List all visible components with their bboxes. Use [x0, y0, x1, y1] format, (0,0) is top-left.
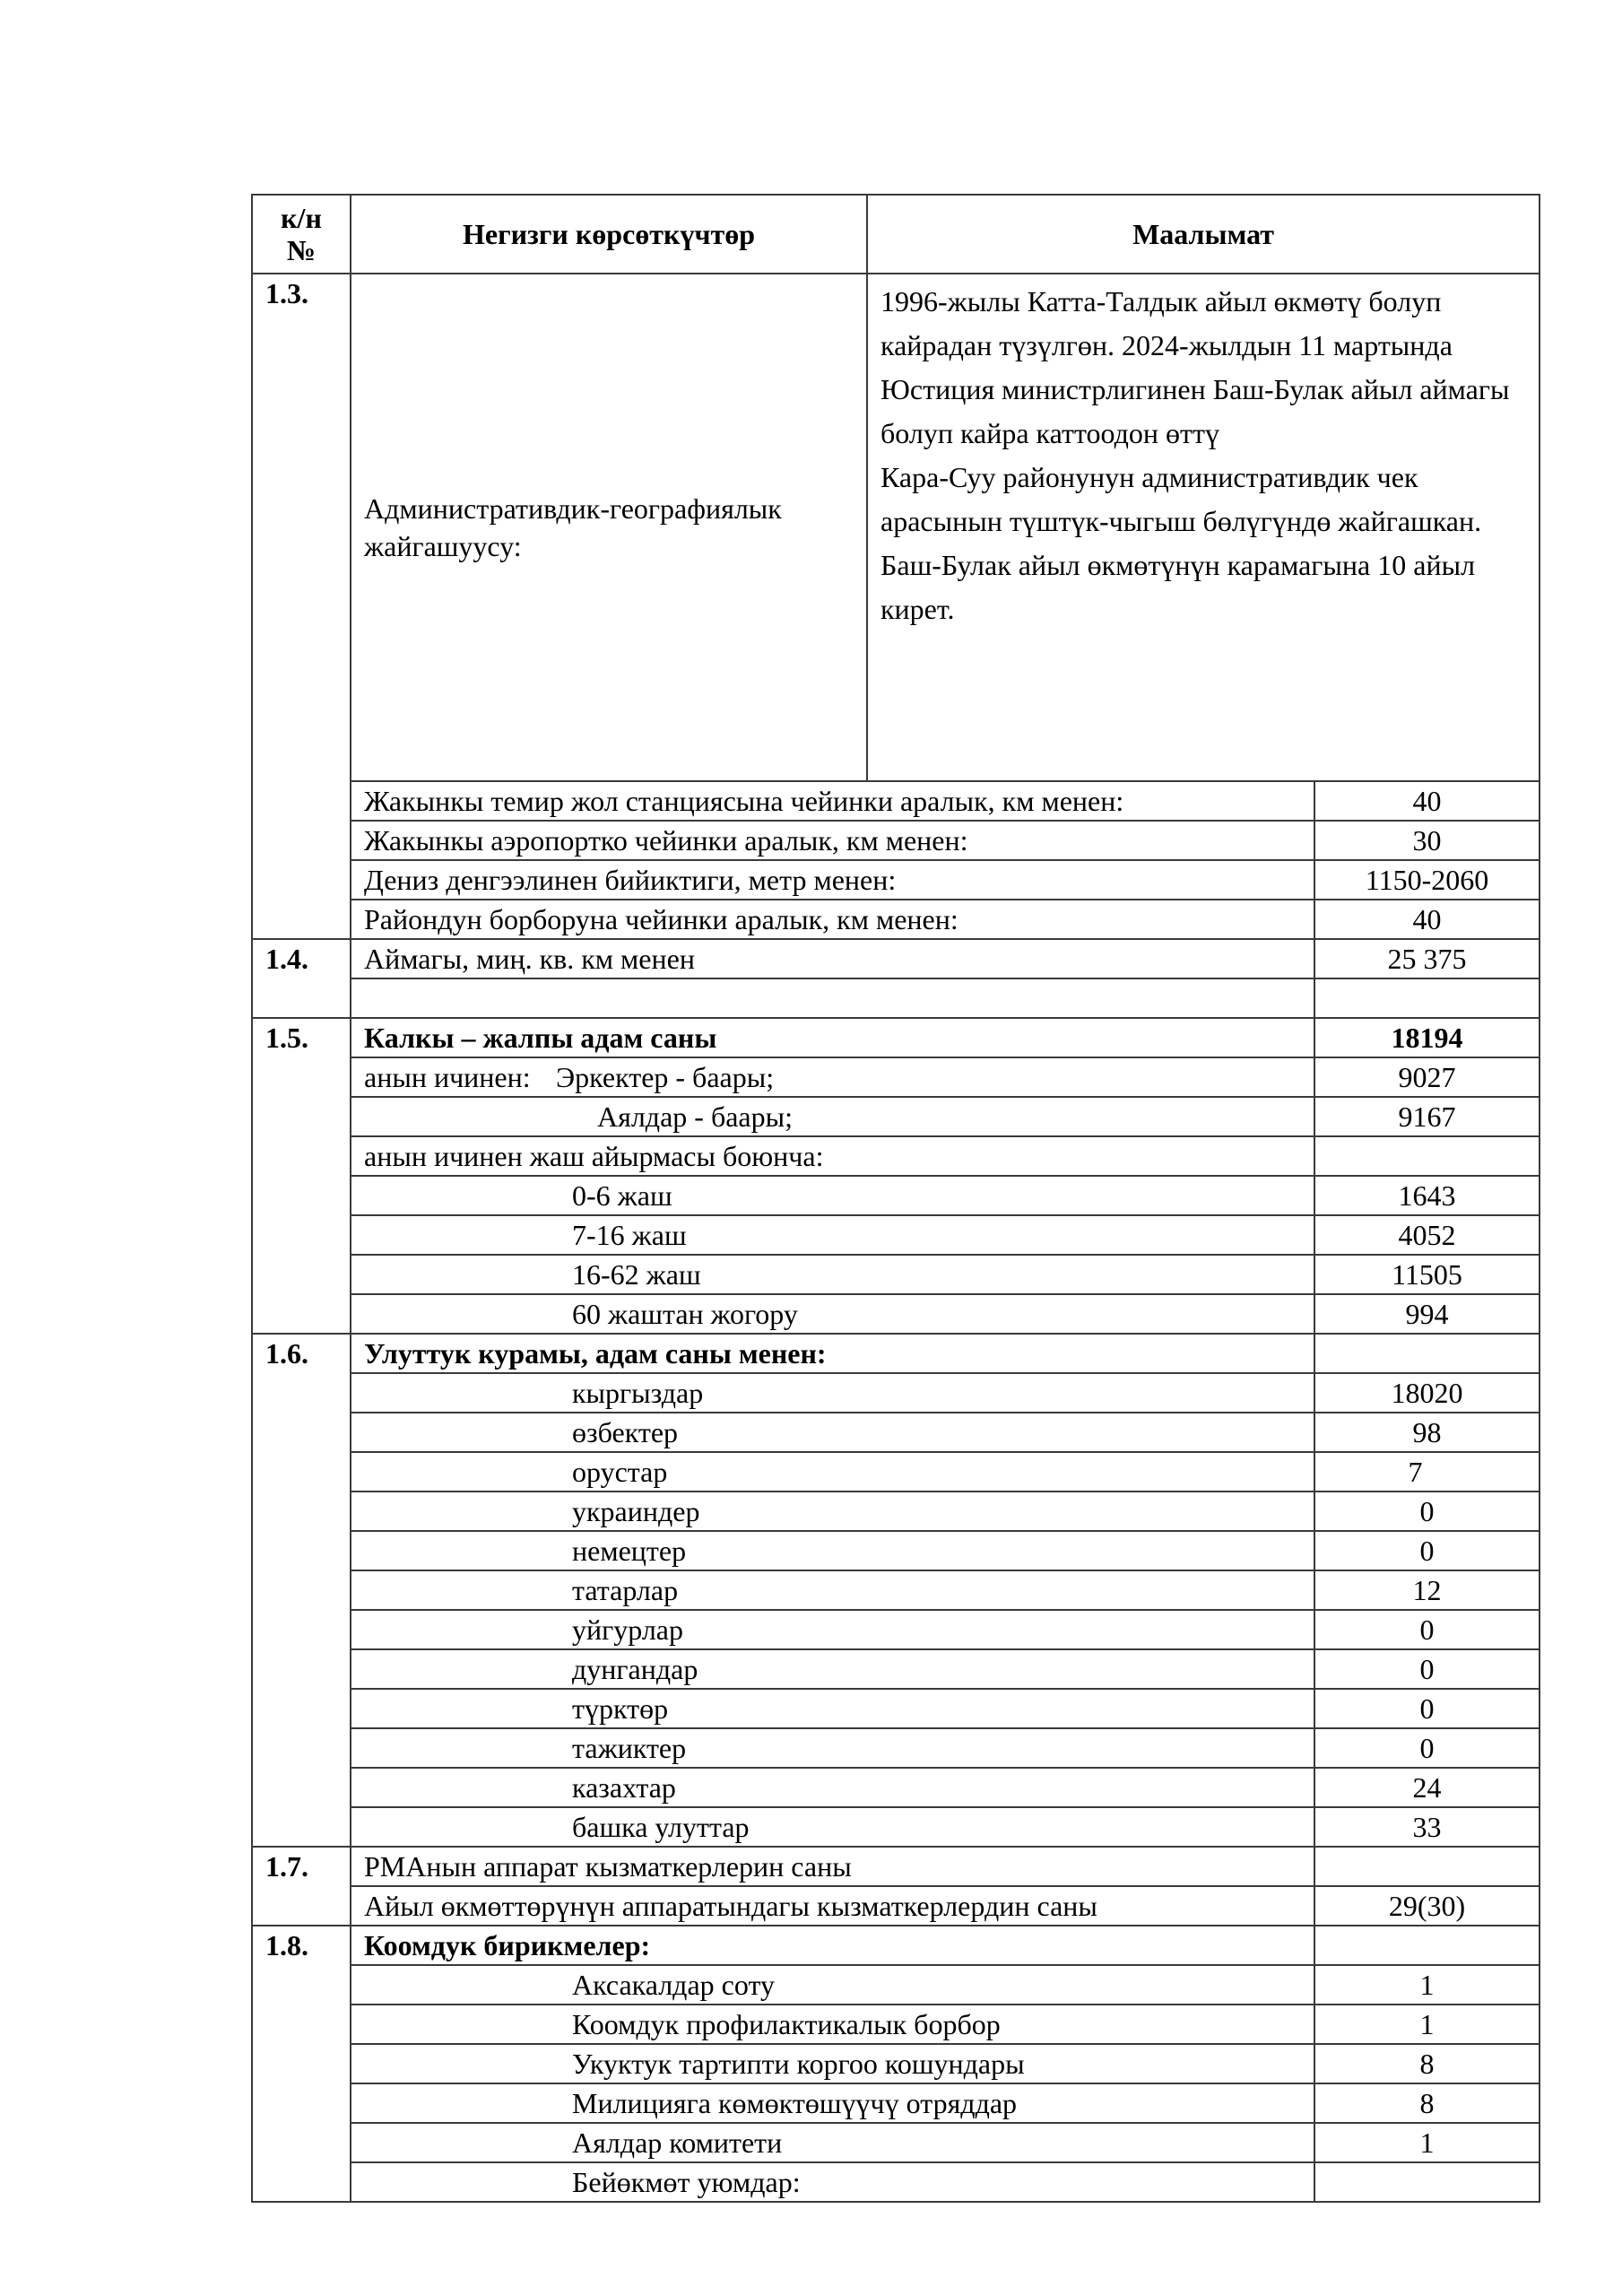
- row-label: башка улуттар: [351, 1807, 1314, 1847]
- of-which-label: анын ичинен:: [364, 1061, 531, 1093]
- empty-cell: [1314, 1136, 1540, 1176]
- empty-cell: [1314, 1334, 1540, 1373]
- table-row: [252, 860, 1540, 900]
- table-row: [252, 1847, 1540, 1886]
- row-label: казахтар: [351, 1768, 1314, 1807]
- men-label: Эркектер - баары;: [556, 1061, 775, 1093]
- row-label: Аялдар комитети: [351, 2123, 1314, 2162]
- row-value: [1314, 2162, 1540, 2202]
- section-number: 1.4.: [252, 939, 351, 1018]
- row-label: Жакынкы темир жол станциясына чейинки аралык, км менен:: [351, 781, 1314, 821]
- empty-cell: [1314, 1926, 1540, 1965]
- info-paragraph: Кара-Суу районунун административдик чек арасынын түштүк-чыгыш бөлүгүндө жайгашкан. Баш-Булак айыл өкмөтүнүн карамагына 10 айыл кирет.: [880, 461, 1482, 625]
- row-label: Аялдар - баары;: [351, 1097, 1314, 1136]
- row-label: Айыл өкмөттөрүнүн аппаратындагы кызматкерлердин саны: [351, 1886, 1314, 1926]
- info-paragraph: 1996-жылы Катта-Талдык айыл өкмөтү болуп кайрадан түзүлгөн. 2024-жылдын 11 мартында Юстиция министрлигинен Баш-Булак айыл аймагы болуп кайра каттоодон өттү: [880, 285, 1510, 449]
- row-value: 8: [1314, 2044, 1540, 2083]
- table-row: [252, 2123, 1540, 2162]
- row-label: дунгандар: [351, 1649, 1314, 1689]
- table-row: [252, 1728, 1540, 1768]
- section-number: 1.5.: [252, 1018, 351, 1334]
- row-info: [867, 274, 1540, 781]
- table-row: [252, 1097, 1540, 1136]
- section-number: 1.3.: [252, 274, 351, 939]
- row-value: 24: [1314, 1768, 1540, 1807]
- row-value: 25 375: [1314, 939, 1540, 978]
- header-number: [252, 195, 351, 274]
- row-value: 0: [1314, 1728, 1540, 1768]
- row-label: түрктөр: [351, 1689, 1314, 1728]
- row-value: 9167: [1314, 1097, 1540, 1136]
- data-table: [251, 194, 1540, 2203]
- section-number: 1.6.: [252, 1334, 351, 1847]
- empty-cell: [1314, 978, 1540, 1018]
- row-value: 0: [1314, 1689, 1540, 1728]
- row-value: 40: [1314, 781, 1540, 821]
- row-label: тажиктер: [351, 1728, 1314, 1768]
- row-value: 994: [1314, 1294, 1540, 1334]
- row-label: уйгурлар: [351, 1610, 1314, 1649]
- row-label: өзбектер: [351, 1413, 1314, 1452]
- table-header: [252, 195, 1540, 274]
- row-value: 4052: [1314, 1215, 1540, 1255]
- row-label: РМАнын аппарат кызматкерлерин саны: [351, 1847, 1314, 1886]
- row-value: 30: [1314, 821, 1540, 860]
- row-label: Дениз денгээлинен бийиктиги, метр менен:: [351, 860, 1314, 900]
- row-value: 29(30): [1314, 1886, 1540, 1926]
- table-row: [252, 1689, 1540, 1728]
- row-label: Жакынкы аэропортко чейинки аралык, км менен:: [351, 821, 1314, 860]
- row-value: 0: [1314, 1610, 1540, 1649]
- header-number-line2: №: [286, 234, 317, 266]
- table-row: [252, 1649, 1540, 1689]
- row-label: немецтер: [351, 1531, 1314, 1570]
- table-row: [252, 2083, 1540, 2123]
- row-value: 11505: [1314, 1255, 1540, 1294]
- section-number: 1.7.: [252, 1847, 351, 1926]
- row-label: Райондун борборуна чейинки аралык, км менен:: [351, 900, 1314, 939]
- table-row: [252, 1926, 1540, 1965]
- row-label: Коомдук бирикмелер:: [351, 1926, 1314, 1965]
- table-row: [252, 2162, 1540, 2202]
- row-value: 0: [1314, 1531, 1540, 1570]
- table-row: [252, 1886, 1540, 1926]
- table-row: [252, 1018, 1540, 1057]
- section-number: 1.8.: [252, 1926, 351, 2202]
- table-row: [252, 1768, 1540, 1807]
- header-info: Маалымат: [867, 195, 1540, 274]
- table-row: [252, 1373, 1540, 1413]
- row-label: 60 жаштан жогору: [351, 1294, 1314, 1334]
- row-value: 0: [1314, 1492, 1540, 1531]
- row-label: Аймагы, миң. кв. км менен: [351, 939, 1314, 978]
- table-row: [252, 900, 1540, 939]
- empty-cell: [351, 978, 1314, 1018]
- row-value: 1: [1314, 2123, 1540, 2162]
- row-label: [351, 1057, 1314, 1097]
- row-label: Административдик-географиялык жайгашуусу:: [351, 274, 867, 781]
- row-value: 0: [1314, 1649, 1540, 1689]
- table-row: [252, 2044, 1540, 2083]
- table-row: [252, 1057, 1540, 1097]
- header-number-line1: к/н: [281, 202, 322, 234]
- row-value: 98: [1314, 1413, 1540, 1452]
- table-row: [252, 1807, 1540, 1847]
- row-value: 18020: [1314, 1373, 1540, 1413]
- header-indicator: Негизги көрсөткүчтөр: [351, 195, 867, 274]
- row-value: 1: [1314, 2005, 1540, 2044]
- row-label: 7-16 жаш: [351, 1215, 1314, 1255]
- row-label: Аксакалдар соту: [351, 1965, 1314, 2005]
- row-value: 7: [1314, 1452, 1540, 1492]
- row-label: орустар: [351, 1452, 1314, 1492]
- row-label: украиндер: [351, 1492, 1314, 1531]
- row-value: 1: [1314, 1965, 1540, 2005]
- table-row: [252, 1334, 1540, 1373]
- row-label: 0-6 жаш: [351, 1176, 1314, 1215]
- table-row: [252, 1570, 1540, 1610]
- row-label: Милицияга көмөктөшүүчү отряддар: [351, 2083, 1314, 2123]
- row-value: 40: [1314, 900, 1540, 939]
- table-row: [252, 1965, 1540, 2005]
- row-label: кыргыздар: [351, 1373, 1314, 1413]
- row-label: Улуттук курамы, адам саны менен:: [351, 1334, 1314, 1373]
- table-row: [252, 1176, 1540, 1215]
- row-label: Калкы – жалпы адам саны: [351, 1018, 1314, 1057]
- row-value: 9027: [1314, 1057, 1540, 1097]
- row-label: Коомдук профилактикалык борбор: [351, 2005, 1314, 2044]
- row-label: 16-62 жаш: [351, 1255, 1314, 1294]
- row-value: 12: [1314, 1570, 1540, 1610]
- table-row: [252, 274, 1540, 781]
- table-row: [252, 2005, 1540, 2044]
- row-value: 8: [1314, 2083, 1540, 2123]
- table-row: [252, 939, 1540, 978]
- table-row: [252, 1452, 1540, 1492]
- row-label: татарлар: [351, 1570, 1314, 1610]
- table-row: [252, 978, 1540, 1018]
- row-value: 18194: [1314, 1018, 1540, 1057]
- table-row: [252, 1255, 1540, 1294]
- row-value: 1150-2060: [1314, 860, 1540, 900]
- table-row: [252, 1136, 1540, 1176]
- table-row: [252, 1215, 1540, 1255]
- table-row: [252, 1413, 1540, 1452]
- table-row: [252, 1294, 1540, 1334]
- table-row: [252, 1531, 1540, 1570]
- row-value: 1643: [1314, 1176, 1540, 1215]
- table-row: [252, 1610, 1540, 1649]
- table-row: [252, 821, 1540, 860]
- table-row: [252, 1492, 1540, 1531]
- empty-cell: [1314, 1847, 1540, 1886]
- table-row: [252, 781, 1540, 821]
- row-label: Укуктук тартипти коргоо кошундары: [351, 2044, 1314, 2083]
- row-value: 33: [1314, 1807, 1540, 1847]
- row-label: Бейөкмөт уюмдар:: [351, 2162, 1314, 2202]
- row-label: анын ичинен жаш айырмасы боюнча:: [351, 1136, 1314, 1176]
